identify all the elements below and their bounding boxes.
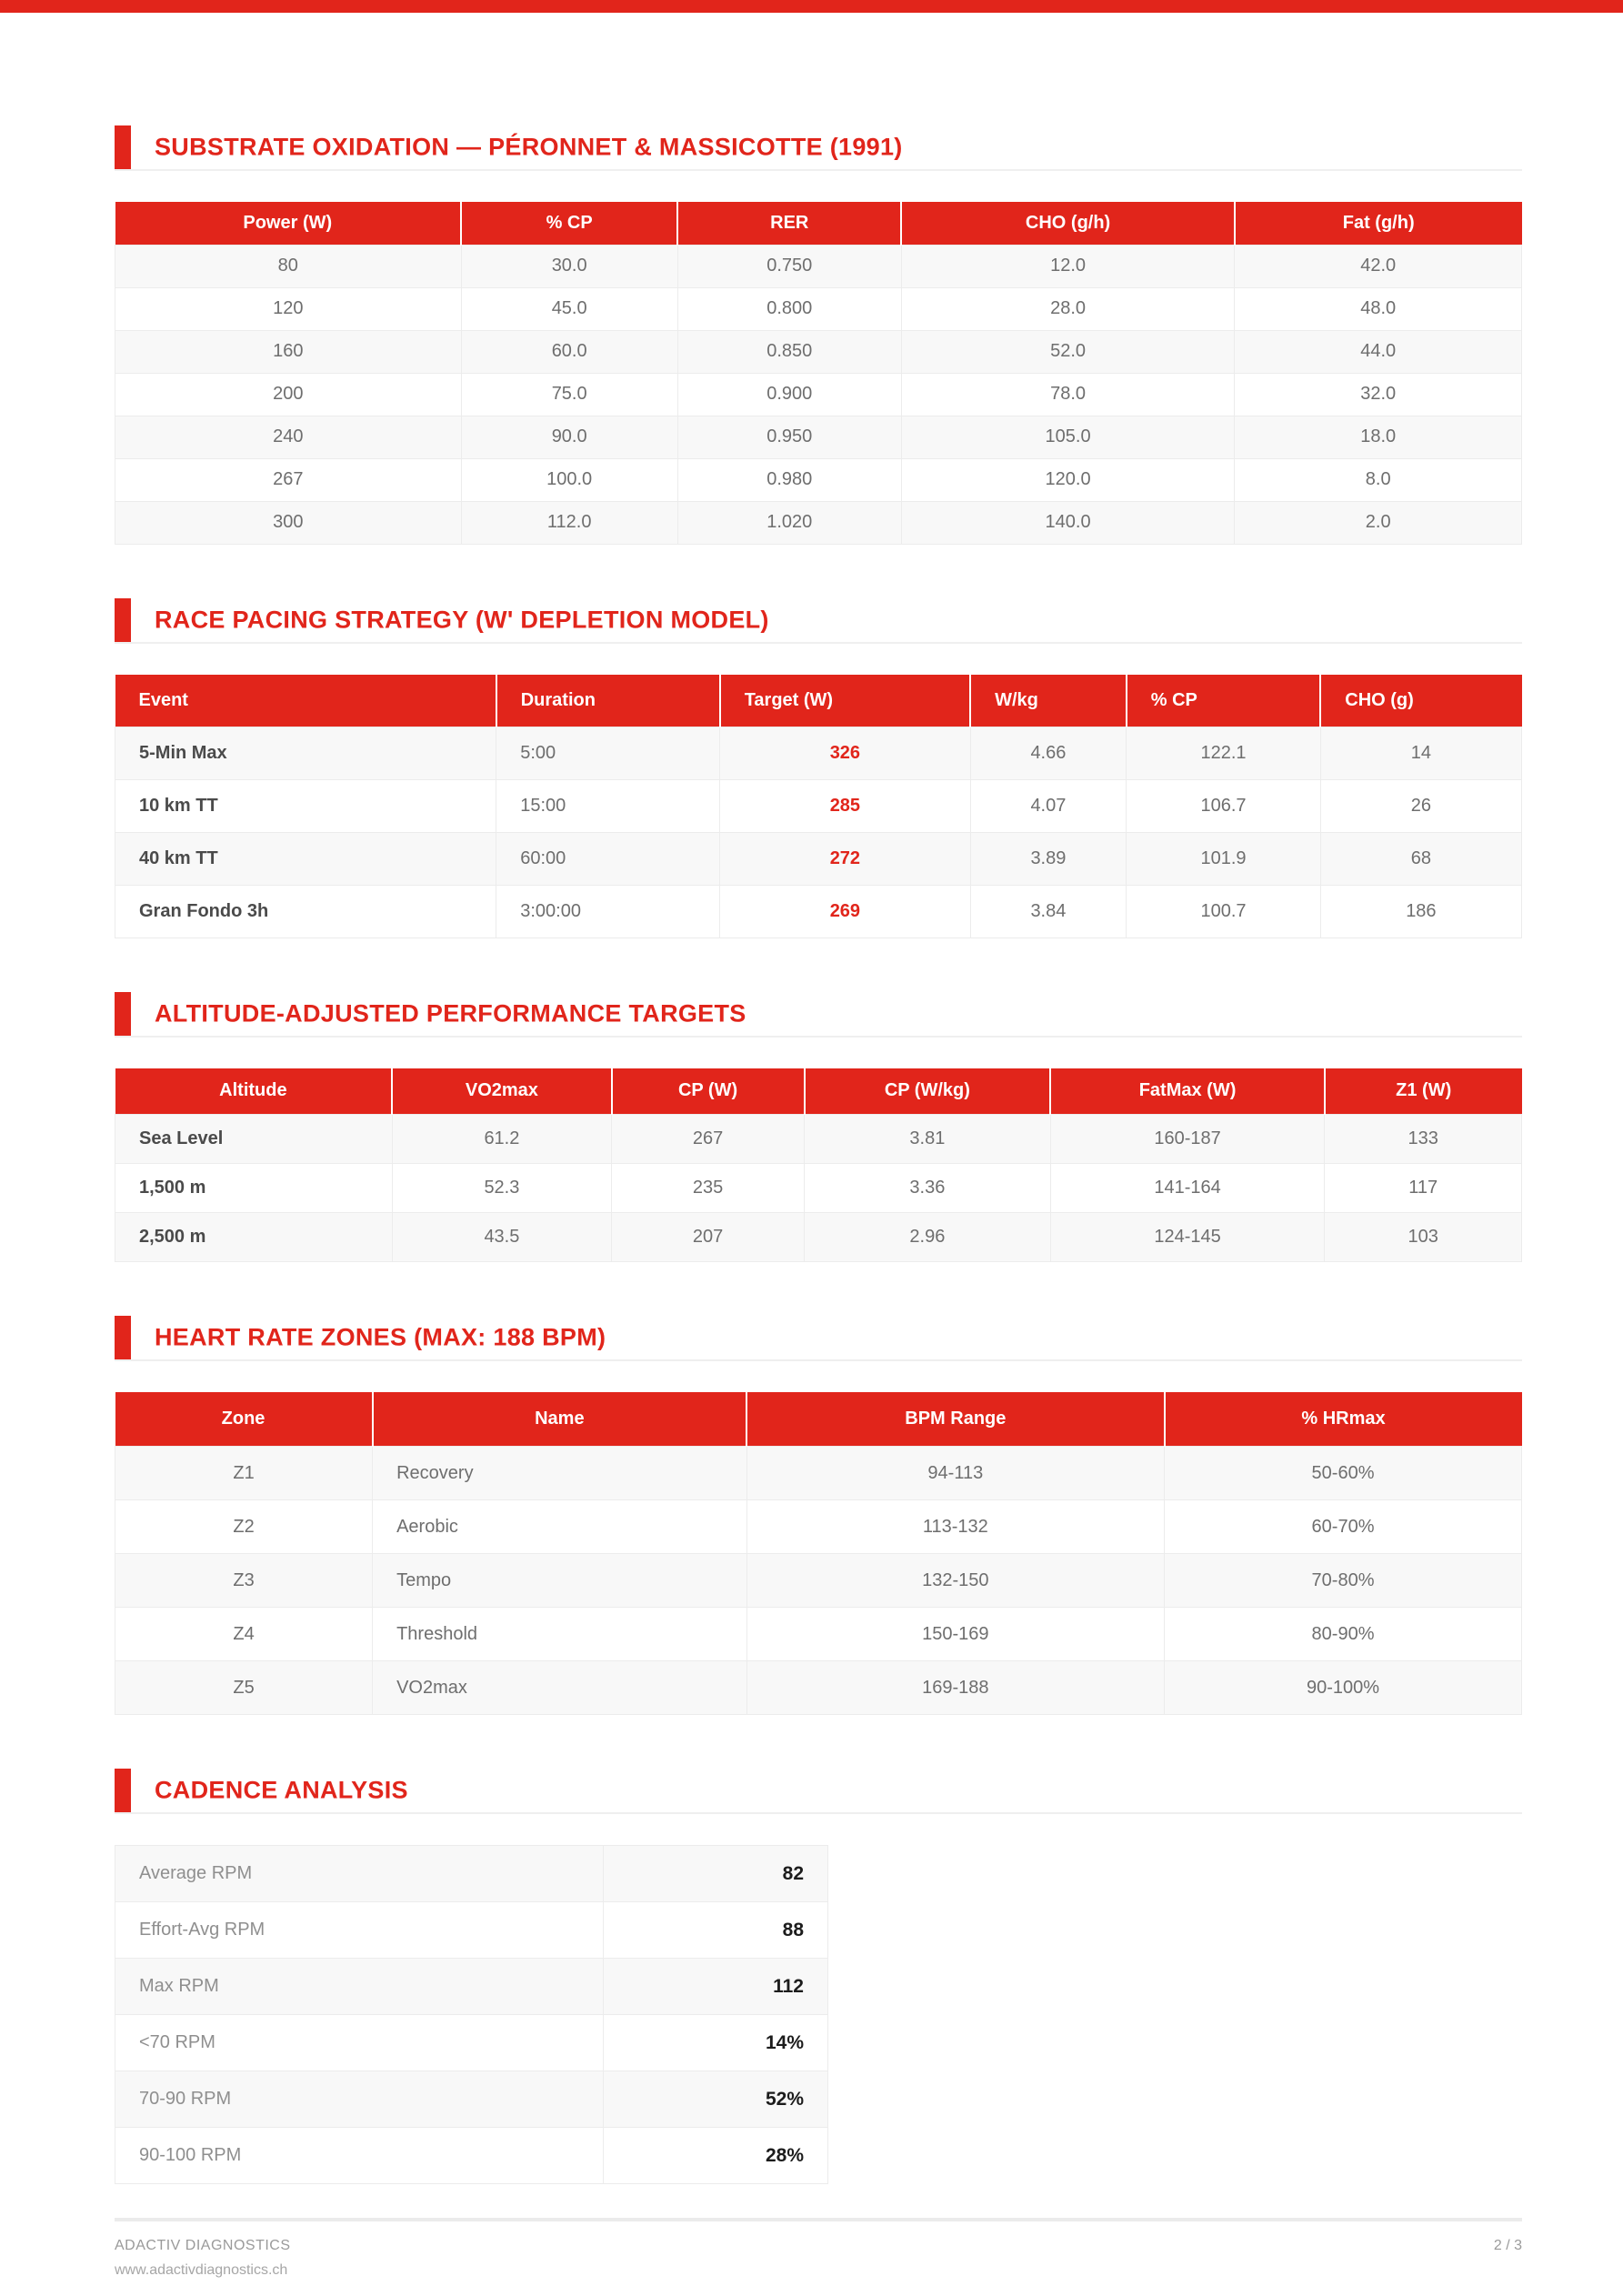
column-header: CHO (g/h) [901, 202, 1235, 245]
table-cell: 45.0 [461, 287, 677, 330]
page-footer [115, 2218, 1522, 2279]
table-row [115, 1163, 1522, 1212]
table-cell: VO2max [373, 1661, 747, 1715]
table-cell: 112.0 [461, 501, 677, 544]
table-cell: 267 [612, 1114, 805, 1163]
table-cell: 186 [1320, 886, 1521, 938]
table-row [115, 1114, 1522, 1163]
header-row [115, 675, 1522, 727]
column-header: Duration [496, 675, 720, 727]
column-header: Name [373, 1392, 747, 1447]
table-cell: 133 [1325, 1114, 1522, 1163]
table-cell: 94-113 [746, 1447, 1164, 1500]
table-cell: 285 [720, 780, 970, 833]
section-heading-cadence-analysis [115, 1769, 1522, 1814]
table-row [115, 1959, 828, 2015]
section-title: HEART RATE ZONES (MAX: 188 BPM) [155, 1323, 606, 1350]
table-cell: 0.900 [677, 373, 901, 416]
table-cell: 0.980 [677, 458, 901, 501]
table-cell: 120 [115, 287, 462, 330]
table-cell: 117 [1325, 1163, 1522, 1212]
table-row [115, 416, 1522, 458]
column-header: BPM Range [746, 1392, 1164, 1447]
table-cell: 52.0 [901, 330, 1235, 373]
substrate-oxidation-table [115, 202, 1522, 545]
table-cell: 3.81 [805, 1114, 1051, 1163]
table-cell: 14 [1320, 727, 1521, 780]
table-cell: 113-132 [746, 1500, 1164, 1554]
table-cell: 14% [604, 2015, 828, 2071]
table-cell: 4.07 [970, 780, 1127, 833]
table-cell: 60:00 [496, 833, 720, 886]
column-header: CHO (g) [1320, 675, 1521, 727]
column-header: Altitude [115, 1068, 393, 1114]
table-cell: 80-90% [1165, 1608, 1522, 1661]
top-accent-bar [0, 0, 1623, 13]
table-cell: 141-164 [1050, 1163, 1325, 1212]
section-heading-race-pacing [115, 598, 1522, 644]
table-cell: 82 [604, 1846, 828, 1902]
section-accent-bar [115, 598, 131, 642]
table-cell: 160 [115, 330, 462, 373]
table-cell: 300 [115, 501, 462, 544]
table-cell: 106.7 [1127, 780, 1320, 833]
table-cell: 100.0 [461, 458, 677, 501]
table-row [115, 1608, 1522, 1661]
table-cell: 150-169 [746, 1608, 1164, 1661]
table-cell: 52.3 [392, 1163, 611, 1212]
column-header: VO2max [392, 1068, 611, 1114]
table-cell: 70-90 RPM [115, 2071, 604, 2128]
table-cell: 75.0 [461, 373, 677, 416]
table-cell: 207 [612, 1212, 805, 1261]
table-cell: Gran Fondo 3h [115, 886, 496, 938]
table-cell: Recovery [373, 1447, 747, 1500]
table-cell: 0.850 [677, 330, 901, 373]
table-cell: Z2 [115, 1500, 373, 1554]
table-cell: Sea Level [115, 1114, 393, 1163]
table-row [115, 245, 1522, 287]
table-cell: 60.0 [461, 330, 677, 373]
table-cell: 32.0 [1235, 373, 1522, 416]
table-cell: 15:00 [496, 780, 720, 833]
table-cell: 3.89 [970, 833, 1127, 886]
section-title: CADENCE ANALYSIS [155, 1776, 408, 1804]
table-row [115, 501, 1522, 544]
table-cell: 169-188 [746, 1661, 1164, 1715]
column-header: CP (W/kg) [805, 1068, 1051, 1114]
table-cell: 235 [612, 1163, 805, 1212]
section-accent-bar [115, 1316, 131, 1359]
table-cell: 28% [604, 2128, 828, 2184]
table-row [115, 833, 1522, 886]
table-cell: Z5 [115, 1661, 373, 1715]
table-cell: 50-60% [1165, 1447, 1522, 1500]
table-cell: 2.96 [805, 1212, 1051, 1261]
table-row [115, 1902, 828, 1959]
section-title: RACE PACING STRATEGY (W' DEPLETION MODEL) [155, 606, 769, 633]
table-cell: 272 [720, 833, 970, 886]
table-cell: Threshold [373, 1608, 747, 1661]
column-header: FatMax (W) [1050, 1068, 1325, 1114]
table-cell: 160-187 [1050, 1114, 1325, 1163]
column-header: % CP [461, 202, 677, 245]
column-header: Event [115, 675, 496, 727]
table-row [115, 2015, 828, 2071]
column-header: RER [677, 202, 901, 245]
table-cell: 18.0 [1235, 416, 1522, 458]
table-cell: Z1 [115, 1447, 373, 1500]
section-accent-bar [115, 992, 131, 1036]
table-row [115, 373, 1522, 416]
header-row [115, 1392, 1522, 1447]
table-cell: 326 [720, 727, 970, 780]
column-header: W/kg [970, 675, 1127, 727]
table-row [115, 727, 1522, 780]
table-cell: 3.36 [805, 1163, 1051, 1212]
column-header: Fat (g/h) [1235, 202, 1522, 245]
table-cell: 28.0 [901, 287, 1235, 330]
table-cell: 1,500 m [115, 1163, 393, 1212]
table-cell: 3.84 [970, 886, 1127, 938]
table-cell: 122.1 [1127, 727, 1320, 780]
table-cell: Max RPM [115, 1959, 604, 2015]
table-row [115, 287, 1522, 330]
table-cell: 26 [1320, 780, 1521, 833]
table-row [115, 1661, 1522, 1715]
header-row [115, 202, 1522, 245]
table-cell: 8.0 [1235, 458, 1522, 501]
table-cell: 1.020 [677, 501, 901, 544]
table-cell: 61.2 [392, 1114, 611, 1163]
table-cell: 0.750 [677, 245, 901, 287]
section-accent-bar [115, 125, 131, 169]
table-cell: 120.0 [901, 458, 1235, 501]
section-heading-substrate-oxidation [115, 125, 1522, 171]
table-cell: Average RPM [115, 1846, 604, 1902]
column-header: Power (W) [115, 202, 462, 245]
table-cell: 2,500 m [115, 1212, 393, 1261]
table-cell: 5-Min Max [115, 727, 496, 780]
table-cell: 100.7 [1127, 886, 1320, 938]
table-cell: 140.0 [901, 501, 1235, 544]
table-cell: 3:00:00 [496, 886, 720, 938]
table-cell: 4.66 [970, 727, 1127, 780]
table-cell: 40 km TT [115, 833, 496, 886]
table-cell: 132-150 [746, 1554, 1164, 1608]
section-title: ALTITUDE-ADJUSTED PERFORMANCE TARGETS [155, 999, 746, 1028]
table-row [115, 1554, 1522, 1608]
table-cell: 124-145 [1050, 1212, 1325, 1261]
table-cell: Z3 [115, 1554, 373, 1608]
table-row [115, 2128, 828, 2184]
table-row [115, 330, 1522, 373]
column-header: Zone [115, 1392, 373, 1447]
table-cell: 78.0 [901, 373, 1235, 416]
table-cell: 200 [115, 373, 462, 416]
section-title: SUBSTRATE OXIDATION — PÉRONNET & MASSICOTTE (1991) [155, 133, 903, 161]
table-cell: 90.0 [461, 416, 677, 458]
table-row [115, 886, 1522, 938]
report-content [115, 13, 1522, 2184]
header-row [115, 1068, 1522, 1114]
table-row [115, 458, 1522, 501]
table-cell: 70-80% [1165, 1554, 1522, 1608]
section-accent-bar [115, 1769, 131, 1812]
table-cell: 90-100 RPM [115, 2128, 604, 2184]
table-cell: 0.800 [677, 287, 901, 330]
section-heading-altitude-targets [115, 992, 1522, 1038]
table-cell: Effort-Avg RPM [115, 1902, 604, 1959]
column-header: % CP [1127, 675, 1320, 727]
footer-url: www.adactivdiagnostics.ch [115, 2262, 288, 2278]
table-cell: 10 km TT [115, 780, 496, 833]
table-cell: <70 RPM [115, 2015, 604, 2071]
section-heading-heart-rate-zones [115, 1316, 1522, 1361]
table-cell: 112 [604, 1959, 828, 2015]
table-row [115, 1500, 1522, 1554]
table-cell: 30.0 [461, 245, 677, 287]
table-cell: 101.9 [1127, 833, 1320, 886]
table-cell: Z4 [115, 1608, 373, 1661]
table-row [115, 1846, 828, 1902]
table-cell: 43.5 [392, 1212, 611, 1261]
table-cell: 12.0 [901, 245, 1235, 287]
table-row [115, 1447, 1522, 1500]
table-cell: 103 [1325, 1212, 1522, 1261]
footer-page-indicator: 2 / 3 [1493, 2238, 1522, 2253]
table-cell: Aerobic [373, 1500, 747, 1554]
table-cell: 0.950 [677, 416, 901, 458]
column-header: Target (W) [720, 675, 970, 727]
table-cell: 2.0 [1235, 501, 1522, 544]
table-row [115, 1212, 1522, 1261]
cadence-analysis-table [115, 1845, 828, 2184]
table-cell: 42.0 [1235, 245, 1522, 287]
table-cell: 105.0 [901, 416, 1235, 458]
race-pacing-table [115, 675, 1522, 939]
column-header: % HRmax [1165, 1392, 1522, 1447]
table-cell: 240 [115, 416, 462, 458]
footer-divider [115, 2218, 1522, 2221]
table-cell: 5:00 [496, 727, 720, 780]
footer-company: ADACTIV DIAGNOSTICS [115, 2238, 291, 2253]
table-row [115, 2071, 828, 2128]
heart-rate-zones-table [115, 1392, 1522, 1716]
table-cell: Tempo [373, 1554, 747, 1608]
table-cell: 52% [604, 2071, 828, 2128]
table-cell: 44.0 [1235, 330, 1522, 373]
table-cell: 48.0 [1235, 287, 1522, 330]
table-cell: 90-100% [1165, 1661, 1522, 1715]
table-cell: 88 [604, 1902, 828, 1959]
table-row [115, 780, 1522, 833]
table-cell: 68 [1320, 833, 1521, 886]
column-header: CP (W) [612, 1068, 805, 1114]
table-cell: 80 [115, 245, 462, 287]
table-cell: 60-70% [1165, 1500, 1522, 1554]
altitude-targets-table [115, 1068, 1522, 1262]
table-cell: 267 [115, 458, 462, 501]
column-header: Z1 (W) [1325, 1068, 1522, 1114]
table-cell: 269 [720, 886, 970, 938]
